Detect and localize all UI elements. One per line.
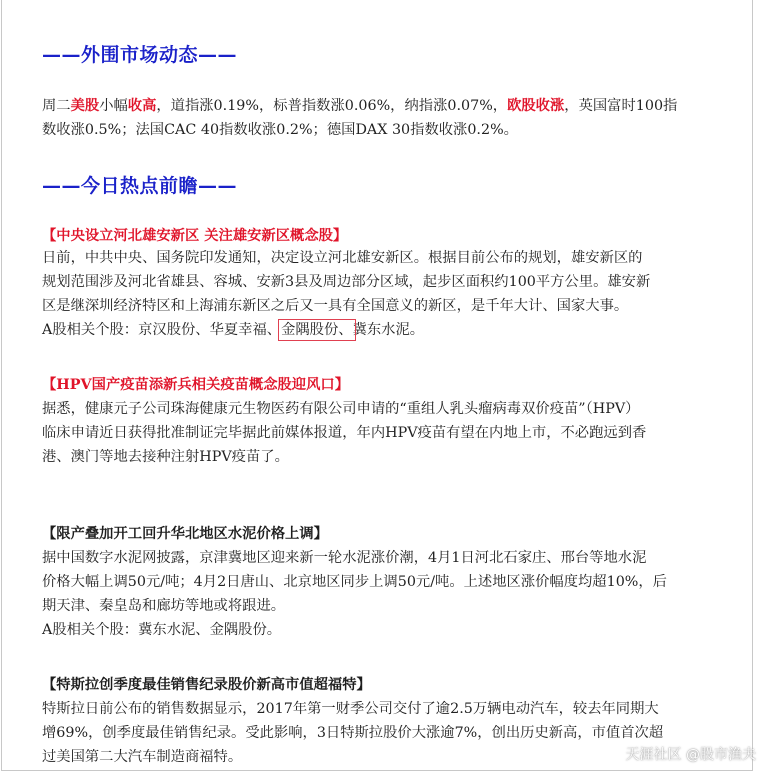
news-body-xiongan	[42, 246, 730, 342]
text-fragment: 小幅	[99, 98, 128, 114]
body-line: 日前，中共中央、国务院印发通知，决定设立河北雄安新区。根据目前公布的规划，雄安新区的	[42, 250, 643, 266]
text-fragment: ，道指涨0.19%，标普指数涨0.06%，纳指涨0.07%，	[156, 98, 508, 114]
body-line: 增69%，创季度最佳销售纪录。受此影响，3日特斯拉股价大涨逾7%，创出历史新高，市值首次超	[42, 725, 664, 741]
eu-stock-label: 欧股收涨	[507, 98, 565, 114]
related-stocks	[42, 318, 730, 342]
news-title-cement: 【限产叠加开工回升华北地区水泥价格上调】	[42, 526, 328, 542]
body-line: 价格大幅上调50元/吨；4月2日唐山、北京地区同步上调50元/吨。上述地区涨价幅度均超10%，后	[42, 574, 667, 590]
body-line: 过美国第二大汽车制造商福特。	[42, 749, 243, 765]
body-line: 临床申请近日获得批准制证完毕据此前媒体报道，年内HPV疫苗有望在内地上市，不必跑远到香	[42, 425, 647, 441]
related-stocks: A股相关个股：冀东水泥、金隅股份。	[42, 622, 282, 638]
text-fragment: A股相关个股：京汉股份、华夏幸福、	[42, 322, 282, 338]
section-heading-today: ——今日热点前瞻——	[42, 175, 238, 197]
highlighted-stock: 金隅股份、	[281, 322, 353, 338]
text-fragment: 周二	[42, 98, 71, 114]
news-body-hpv	[42, 397, 730, 469]
section-heading-market: ——外围市场动态——	[42, 44, 238, 66]
body-line: 区是继深圳经济特区和上海浦东新区之后又一具有全国意义的新区，是千年大计、国家大事。	[42, 298, 629, 314]
market-line-2: 数收涨0.5%；法国CAC 40指数收涨0.2%；德国DAX 30指数收涨0.2%。	[42, 122, 518, 138]
text-fragment: ，英国富时100指	[564, 98, 678, 114]
news-body-cement	[42, 546, 730, 642]
body-line: 港、澳门等地去接种注射HPV疫苗了。	[42, 449, 289, 465]
text-fragment: 冀东水泥。	[352, 322, 425, 338]
body-line: 特斯拉日前公布的销售数据显示，2017年第一财季公司交付了逾2.5万辆电动汽车，较去年同期大	[42, 701, 659, 717]
news-title-tesla: 【特斯拉创季度最佳销售纪录股价新高市值超福特】	[42, 677, 371, 693]
watermark: 天涯社区 @股市渔夫	[625, 747, 756, 763]
body-line: 据悉，健康元子公司珠海健康元生物医药有限公司申请的“重组人乳头瘤病毒双价疫苗”（HPV）	[42, 401, 640, 417]
news-title-xiongan: 【中央设立河北雄安新区 关注雄安新区概念股】	[42, 228, 348, 244]
news-title-hpv: 【HPV国产疫苗添新兵相关疫苗概念股迎风口】	[42, 377, 349, 393]
us-stock-label: 美股	[70, 98, 100, 114]
body-line: 据中国数字水泥网披露，京津冀地区迎来新一轮水泥涨价潮，4月1日河北石家庄、邢台等地水泥	[42, 550, 647, 566]
market-summary	[42, 94, 730, 142]
body-line: 规划范围涉及河北省雄县、容城、安新3县及周边部分区域，起步区面积约100平方公里。雄安新	[42, 274, 651, 290]
body-line: 期天津、秦皇岛和廊坊等地或将跟进。	[42, 598, 286, 614]
market-line-1	[42, 94, 730, 118]
close-higher-label: 收高	[127, 98, 157, 114]
